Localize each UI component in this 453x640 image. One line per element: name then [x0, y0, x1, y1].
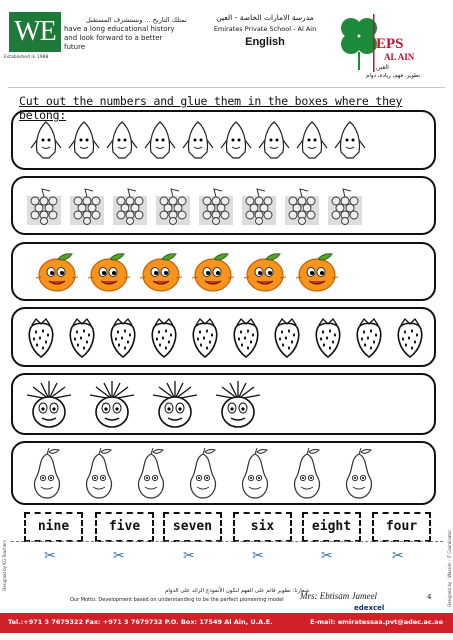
pear-icon [235, 446, 275, 504]
scissors-icon: ✂ [44, 548, 56, 564]
grapes-icon [198, 186, 234, 230]
eps-arabic-text: العين [376, 64, 389, 71]
instruction-text: Cut out the numbers and glue them in the boxes where they belong: [19, 94, 403, 122]
we-logo: WE [9, 12, 61, 52]
banana-icon [143, 118, 177, 166]
pear-icon [131, 446, 171, 504]
teacher-name: Mrs: Ebtisam Jameel [300, 591, 377, 601]
strawberry-icon [188, 315, 222, 363]
pear-icon [287, 446, 327, 504]
pear-icon [183, 446, 223, 504]
pineapple-icon [149, 379, 201, 433]
number-word-card[interactable]: nine [24, 512, 83, 542]
grapes-icon [26, 186, 62, 230]
strawberry-icon [106, 315, 140, 363]
motto-english: Our Motto: Development based on understanding to be the perfect pioneering model [70, 597, 284, 603]
school-name-arabic: مدرسة الامارات الخاصة - العين [216, 13, 314, 22]
number-word-card[interactable]: seven [163, 512, 222, 542]
grapes-icon [155, 186, 191, 230]
grapes-icon [327, 186, 363, 230]
grapes-icon [284, 186, 320, 230]
eps-city-text: AL AIN [384, 52, 415, 62]
strawberry-icon [352, 315, 386, 363]
established-note: Established in 1988 [4, 55, 49, 60]
scissors-icon: ✂ [392, 548, 404, 564]
pineapple-icon [23, 379, 75, 433]
orange-icon [190, 250, 234, 298]
slogan-english: have a long educational history and look forward to a better future [64, 25, 175, 51]
pineapple-icon [212, 379, 264, 433]
strawberry-icon [65, 315, 99, 363]
strawberry-icon [393, 315, 427, 363]
motto-arabic: شعارنا: تطوير قائم على الفهم لنكون الأنموذج الرائد على الدوام [165, 588, 310, 594]
eps-logo-text: EPS [376, 36, 404, 52]
header-divider [8, 87, 445, 88]
strawberry-icon [24, 315, 58, 363]
cut-line [11, 541, 443, 542]
number-word-card[interactable]: six [233, 512, 292, 542]
slogan-arabic: نمتلك التاريخ ... ونستشرف المستقبل [86, 16, 187, 24]
school-name-english: Emirates Private School - Al Ain [213, 25, 317, 33]
pear-icon [79, 446, 119, 504]
grapes-icon [69, 186, 105, 230]
orange-icon [34, 250, 78, 298]
edexcel-logo: edexcel [354, 604, 385, 612]
subject-title: English [245, 36, 285, 48]
banana-icon [181, 118, 215, 166]
grapes-icon [241, 186, 277, 230]
pear-icon [27, 446, 67, 504]
orange-icon [294, 250, 338, 298]
banana-icon [295, 118, 329, 166]
strawberry-icon [229, 315, 263, 363]
scissors-icon: ✂ [252, 548, 264, 564]
eps-motto: تطوير، فهم، ريادة، دوام [366, 73, 421, 79]
strawberry-icon [311, 315, 345, 363]
designer-note: Designed by - Wassim - IT Coordinator [447, 530, 452, 607]
footer-contact: Tel.:+971 3 7679322 Fax: +971 3 7679732 P.O. Box: 17549 Al Ain, U.A.E. [8, 618, 273, 626]
orange-icon [242, 250, 286, 298]
pear-icon [339, 446, 379, 504]
banana-icon [67, 118, 101, 166]
number-word-card[interactable]: four [372, 512, 431, 542]
designer-note-left: Designed by KG Teachers [2, 540, 7, 591]
banana-icon [219, 118, 253, 166]
banana-icon [105, 118, 139, 166]
banana-icon [333, 118, 367, 166]
grapes-icon [112, 186, 148, 230]
scissors-icon: ✂ [113, 548, 125, 564]
banana-icon [29, 118, 63, 166]
strawberry-icon [147, 315, 181, 363]
pineapple-icon [86, 379, 138, 433]
banana-icon [257, 118, 291, 166]
number-word-card[interactable]: five [95, 512, 154, 542]
scissors-icon: ✂ [321, 548, 333, 564]
scissors-icon: ✂ [183, 548, 195, 564]
orange-icon [86, 250, 130, 298]
orange-icon [138, 250, 182, 298]
footer-bar [0, 613, 453, 633]
number-word-card[interactable]: eight [302, 512, 361, 542]
footer-email[interactable]: E-mail: emiratessaa.pvt@adec.ac.ae [310, 618, 443, 626]
strawberry-icon [270, 315, 304, 363]
page-number: 4 [427, 593, 432, 601]
